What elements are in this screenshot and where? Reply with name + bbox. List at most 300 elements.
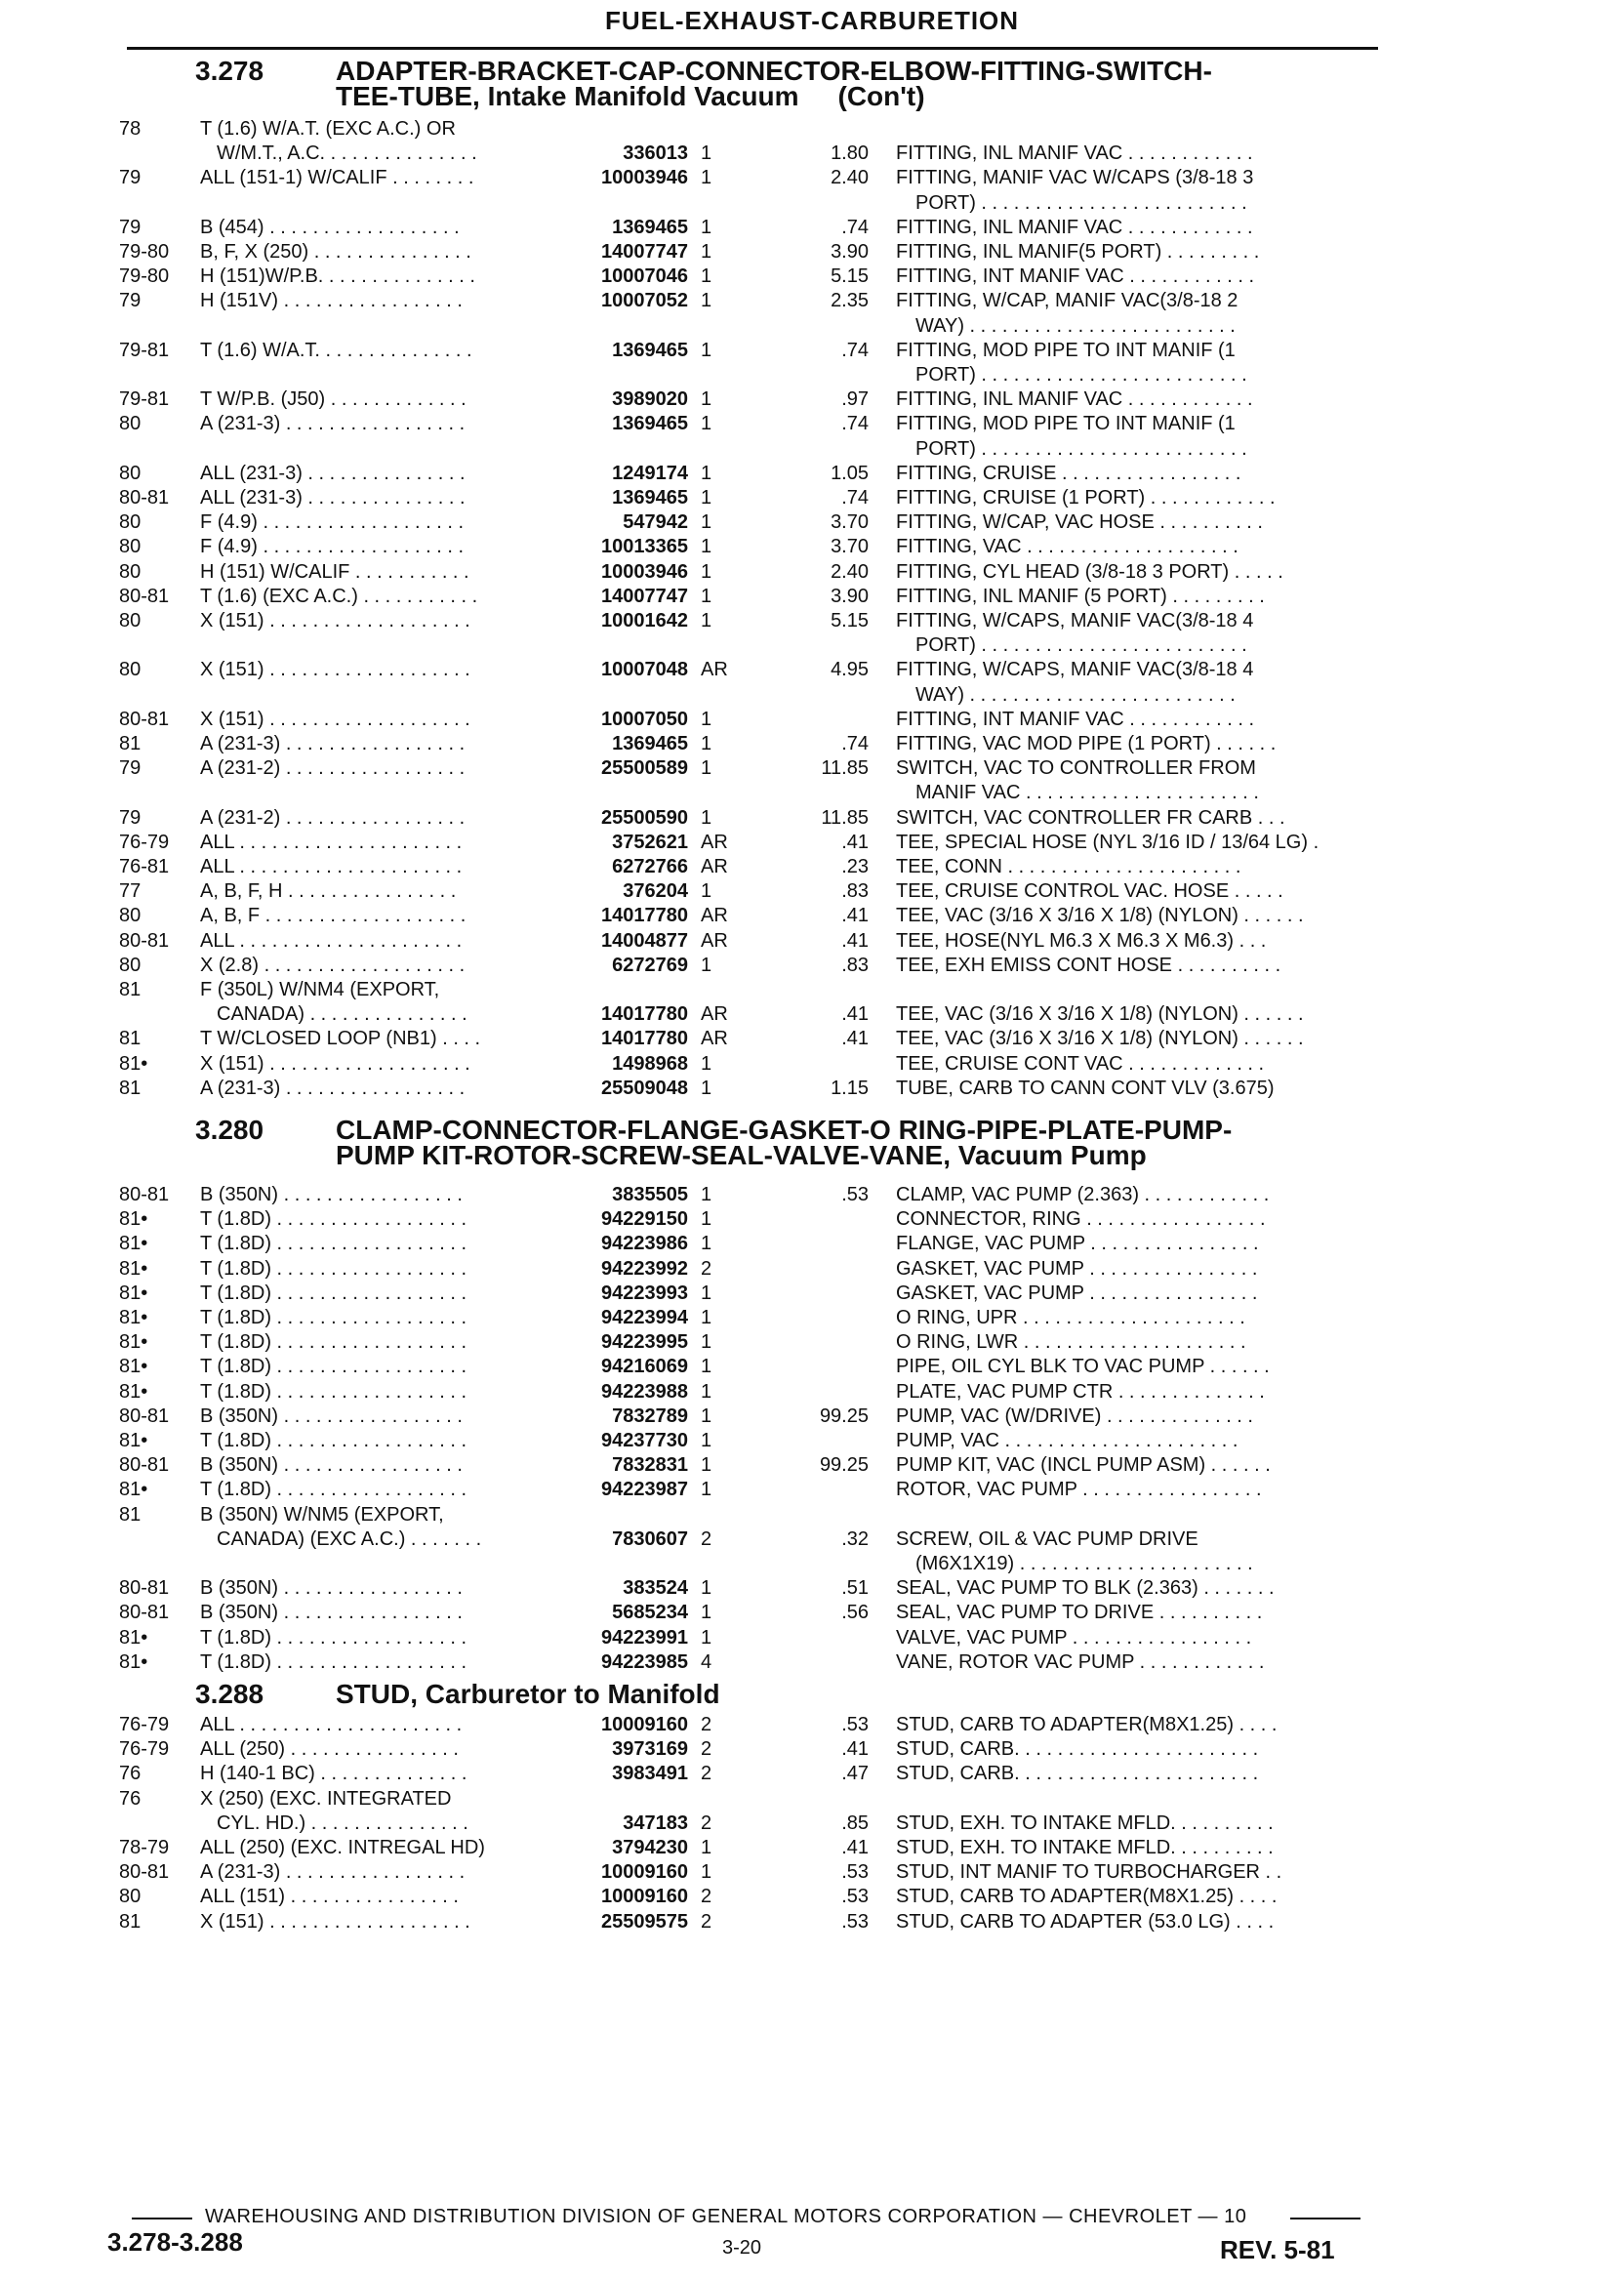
part-number: 94223988 [601,1380,688,1403]
description: TEE, SPECIAL HOSE (NYL 3/16 ID / 13/64 LG) . [896,831,1320,853]
quantity: 1 [701,511,712,534]
catalog-row-continued [0,1002,1624,1026]
price: .74 [841,487,869,509]
price: .41 [841,1003,869,1026]
part-number: 3835505 [612,1184,688,1205]
part-number: 10009160 [601,1886,688,1908]
quantity: 1 [701,1405,712,1427]
description: CLAMP, VAC PUMP (2.363) . . . . . . . . . . . . [896,1184,1270,1205]
quantity: 1 [701,1307,712,1328]
part-number: 5685234 [612,1602,688,1624]
catalog-row-continued [0,1527,1624,1551]
price: .23 [841,856,869,877]
part-number: 3794230 [612,1837,688,1858]
description: FITTING, INT MANIF VAC . . . . . . . . . . . . [896,708,1255,730]
model-year: 80 [119,610,142,631]
part-number: 10007050 [601,708,688,730]
description: STUD, EXH. TO INTAKE MFLD. . . . . . . . . . [896,1837,1274,1858]
catalog-row [0,1762,1624,1785]
price: .41 [841,1738,869,1761]
model-year: 81• [119,1307,148,1328]
description: TEE, CRUISE CONTROL VAC. HOSE . . . . . [896,880,1283,903]
description: STUD, CARB TO ADAPTER(M8X1.25) . . . . [896,1714,1278,1735]
part-number: 14017780 [601,905,688,927]
price: .85 [841,1812,869,1834]
quantity: 1 [701,880,712,903]
part-number: 25500589 [601,757,688,780]
part-number: 10003946 [601,560,688,583]
part-number: 1369465 [612,487,688,509]
model-year: 81• [119,1626,148,1649]
model-year: 81• [119,1331,148,1354]
quantity: 1 [701,1861,712,1884]
application: T (1.8D) . . . . . . . . . . . . . . . . . . [200,1380,467,1403]
quantity: 1 [701,1837,712,1858]
quantity: 2 [701,1886,712,1908]
part-number: 25509575 [601,1910,688,1933]
catalog-row [0,585,1624,608]
price: 1.80 [831,142,869,165]
quantity: AR [701,1003,728,1026]
description: STUD, EXH. TO INTAKE MFLD. . . . . . . . . . [896,1812,1274,1834]
description: TEE, VAC (3/16 X 3/16 X 1/8) (NYLON) . . . . . . [896,1028,1304,1050]
catalog-row [0,1306,1624,1329]
model-year: 81• [119,1650,148,1673]
application: X (250) (EXC. INTEGRATED [200,1787,452,1810]
quantity: 4 [701,1650,712,1673]
footer-section-range: 3.278-3.288 [107,2227,243,2257]
price: 99.25 [819,1405,869,1427]
part-number: 3983491 [612,1763,688,1785]
quantity: 1 [701,585,712,607]
price: 2.35 [831,290,869,312]
section-number: 3.288 [195,1679,264,1709]
section-number: 3.278 [195,56,264,86]
quantity: 1 [701,265,712,288]
description-continued [0,314,1624,338]
catalog-row [0,535,1624,558]
catalog-row [0,1478,1624,1501]
part-number: 94223993 [601,1282,688,1304]
quantity: 1 [701,1626,712,1649]
catalog-row [0,1787,1624,1811]
part-number: 94223986 [601,1233,688,1255]
model-year: 81• [119,1479,148,1501]
description: TEE, CRUISE CONT VAC . . . . . . . . . . . . . [896,1052,1265,1075]
model-year: 79 [119,216,142,238]
description: STUD, CARB TO ADAPTER (53.0 LG) . . . . [896,1910,1275,1933]
model-year: 78 [119,118,142,140]
price: .47 [841,1763,869,1785]
description-continued-text: PORT) . . . . . . . . . . . . . . . . . . . . . . . . . [915,634,1247,657]
model-year: 80 [119,511,142,534]
part-number: 10013365 [601,536,688,558]
catalog-row [0,732,1624,755]
model-year: 79 [119,806,142,829]
model-year: 81• [119,1052,148,1075]
catalog-row [0,265,1624,288]
section-title-keywords: TEE-TUBE, [336,81,488,111]
description: SEAL, VAC PUMP TO BLK (2.363) . . . . . . . [896,1577,1275,1600]
application-continued: CANADA) . . . . . . . . . . . . . . . [217,1003,467,1026]
model-year: 79-81 [119,388,170,411]
part-number: 7832789 [612,1405,688,1427]
description: FITTING, INL MANIF (5 PORT) . . . . . . . . . [896,585,1265,607]
catalog-row [0,486,1624,509]
quantity: 1 [701,216,712,238]
part-number: 94223985 [601,1650,688,1673]
quantity: 1 [701,806,712,829]
part-number: 1249174 [612,462,688,484]
model-year: 81 [119,1028,142,1050]
catalog-row [0,954,1624,977]
description: GASKET, VAC PUMP . . . . . . . . . . . . . . . . [896,1257,1258,1280]
description: FITTING, W/CAPS, MANIF VAC(3/8-18 4 [896,610,1254,631]
description: STUD, CARB TO ADAPTER(M8X1.25) . . . . [896,1886,1278,1908]
application: A (231-3) . . . . . . . . . . . . . . . . . [200,733,466,754]
price: 1.15 [831,1077,869,1099]
catalog-row [0,806,1624,830]
catalog-row [0,1737,1624,1761]
application: T (1.8D) . . . . . . . . . . . . . . . . . . [200,1307,467,1328]
quantity: 1 [701,560,712,583]
model-year: 80-81 [119,585,170,607]
section-title-continued [336,81,925,111]
description: O RING, UPR . . . . . . . . . . . . . . . . . . . . . [896,1307,1245,1328]
section-title-keywords: PUMP KIT-ROTOR-SCREW-SEAL-VALVE-VANE, [336,1140,958,1170]
description: SWITCH, VAC CONTROLLER FR CARB . . . [896,806,1285,829]
application: X (151) . . . . . . . . . . . . . . . . . . . [200,708,470,730]
description-continued [0,191,1624,215]
description-continued [0,363,1624,387]
footer-revision: REV. 5-81 [1220,2235,1335,2264]
application: T (1.8D) . . . . . . . . . . . . . . . . . . [200,1479,467,1501]
catalog-row [0,1330,1624,1354]
model-year: 80-81 [119,487,170,509]
price: 99.25 [819,1454,869,1477]
price: 3.90 [831,241,869,263]
part-number: 94223992 [601,1257,688,1280]
description: FLANGE, VAC PUMP . . . . . . . . . . . . . . . . [896,1233,1259,1255]
part-number: 14004877 [601,929,688,952]
quantity: 1 [701,413,712,435]
model-year: 81 [119,1077,142,1099]
description-continued [0,1552,1624,1575]
description: STUD, CARB. . . . . . . . . . . . . . . . . . . . . . . [896,1738,1259,1761]
application: F (350L) W/NM4 (EXPORT, [200,979,440,1000]
quantity: AR [701,659,728,681]
model-year: 80 [119,413,142,435]
application-continued: W/M.T., A.C. . . . . . . . . . . . . . . [217,142,477,165]
model-year: 79-80 [119,241,170,263]
part-number: 10001642 [601,610,688,631]
catalog-row [0,1405,1624,1428]
description: TEE, VAC (3/16 X 3/16 X 1/8) (NYLON) . . . . . . [896,905,1304,927]
application: A, B, F, H . . . . . . . . . . . . . . . . [200,880,457,903]
quantity: 1 [701,708,712,730]
price: .83 [841,880,869,903]
application: A, B, F . . . . . . . . . . . . . . . . . . . [200,905,467,927]
price: .74 [841,733,869,754]
price: .74 [841,216,869,238]
description: FITTING, MOD PIPE TO INT MANIF (1 [896,339,1236,361]
quantity: 1 [701,1233,712,1255]
part-number: 1369465 [612,733,688,754]
model-year: 76 [119,1787,142,1810]
header-rule [127,47,1378,50]
application: T W/CLOSED LOOP (NB1) . . . . [200,1028,481,1050]
price: 1.05 [831,462,869,484]
application-continued: CYL. HD.) . . . . . . . . . . . . . . . [217,1812,468,1834]
catalog-row [0,387,1624,411]
catalog-row [0,1503,1624,1527]
model-year: 80 [119,905,142,927]
price: .74 [841,413,869,435]
model-year: 80 [119,1886,142,1908]
section-title-subject: Vacuum Pump [957,1140,1147,1170]
model-year: 79-81 [119,339,170,361]
catalog-row [0,560,1624,584]
application: T (1.8D) . . . . . . . . . . . . . . . . . . [200,1626,467,1649]
model-year: 76-79 [119,1714,170,1735]
description: FITTING, CRUISE (1 PORT) . . . . . . . . . . . . [896,487,1276,509]
part-number: 383524 [623,1577,688,1600]
application: B (350N) . . . . . . . . . . . . . . . . . [200,1454,463,1477]
application: A (231-3) . . . . . . . . . . . . . . . . . [200,1861,466,1884]
application: T (1.8D) . . . . . . . . . . . . . . . . . . [200,1208,467,1231]
application: H (151)W/P.B. . . . . . . . . . . . . . . [200,265,475,288]
application: ALL (231-3) . . . . . . . . . . . . . . . [200,487,466,509]
catalog-row [0,1429,1624,1452]
part-number: 3752621 [612,831,688,853]
description: FITTING, INT MANIF VAC . . . . . . . . . . . . [896,265,1255,288]
part-number: 94229150 [601,1208,688,1231]
part-number: 94223995 [601,1331,688,1354]
application: T (1.8D) . . . . . . . . . . . . . . . . . . [200,1282,467,1304]
description: PLATE, VAC PUMP CTR . . . . . . . . . . . . . . [896,1380,1265,1403]
catalog-row [0,1650,1624,1674]
description: SEAL, VAC PUMP TO DRIVE . . . . . . . . . . [896,1602,1263,1624]
catalog-row [0,240,1624,264]
catalog-row [0,1232,1624,1255]
part-number: 14017780 [601,1028,688,1050]
price: .97 [841,388,869,411]
quantity: 2 [701,1910,712,1933]
description: FITTING, CRUISE . . . . . . . . . . . . . . . . . [896,462,1241,484]
model-year: 80-81 [119,929,170,952]
application: T (1.8D) . . . . . . . . . . . . . . . . . . [200,1331,467,1354]
model-year: 80-81 [119,1184,170,1205]
model-year: 80 [119,954,142,976]
model-year: 80 [119,659,142,681]
description: TUBE, CARB TO CANN CONT VLV (3.675) [896,1077,1275,1099]
catalog-row-continued [0,1812,1624,1835]
price: 5.15 [831,265,869,288]
application: B (350N) W/NM5 (EXPORT, [200,1503,444,1526]
part-number: 10007048 [601,659,688,681]
description: PUMP, VAC (W/DRIVE) . . . . . . . . . . . . . . [896,1405,1253,1427]
application: T (1.8D) . . . . . . . . . . . . . . . . . . [200,1650,467,1673]
section-title-continued [336,1140,1147,1170]
section-title: CLAMP-CONNECTOR-FLANGE-GASKET-O RING-PIPE-PLATE-PUMP- [336,1115,1233,1145]
catalog-row [0,609,1624,632]
model-year: 80-81 [119,1577,170,1600]
section-title-subject: Intake Manifold Vacuum [487,81,799,111]
part-number: 14017780 [601,1003,688,1026]
model-year: 81 [119,733,142,754]
catalog-row [0,1576,1624,1600]
application: T (1.8D) . . . . . . . . . . . . . . . . . . [200,1430,467,1451]
application: ALL (231-3) . . . . . . . . . . . . . . . [200,462,466,484]
description-continued [0,683,1624,707]
catalog-row [0,412,1624,435]
catalog-row [0,831,1624,854]
part-number: 10003946 [601,167,688,189]
price: .41 [841,929,869,952]
price: .41 [841,831,869,853]
application: ALL . . . . . . . . . . . . . . . . . . . . . [200,856,463,877]
quantity: 1 [701,1602,712,1624]
application: T (1.6) W/A.T. . . . . . . . . . . . . . . [200,339,472,361]
price: 4.95 [831,659,869,681]
application: ALL (250) (EXC. INTREGAL HD) [200,1837,485,1858]
application: ALL (151-1) W/CALIF . . . . . . . . [200,167,474,189]
footer-page-number: 3-20 [722,2237,762,2259]
quantity: 1 [701,1577,712,1600]
price: .74 [841,339,869,361]
application: T (1.6) (EXC A.C.) . . . . . . . . . . . [200,585,478,607]
catalog-row [0,1626,1624,1649]
part-number: 347183 [623,1812,688,1834]
part-number: 7830607 [612,1527,688,1550]
application: ALL (250) . . . . . . . . . . . . . . . . [200,1738,459,1761]
part-number: 94237730 [601,1430,688,1451]
description: FITTING, INL MANIF VAC . . . . . . . . . . . . [896,388,1253,411]
quantity: 2 [701,1812,712,1834]
application: B (350N) . . . . . . . . . . . . . . . . . [200,1405,463,1427]
description: CONNECTOR, RING . . . . . . . . . . . . . . . . . [896,1208,1266,1231]
model-year: 77 [119,880,142,903]
price: .51 [841,1577,869,1600]
quantity: 1 [701,1380,712,1403]
application: T W/P.B. (J50) . . . . . . . . . . . . . [200,388,467,411]
price: 3.70 [831,511,869,534]
quantity: 2 [701,1714,712,1735]
part-number: 14007747 [601,585,688,607]
description-continued [0,437,1624,461]
catalog-row [0,117,1624,141]
price: .53 [841,1886,869,1908]
model-year: 81• [119,1208,148,1231]
description: FITTING, CYL HEAD (3/8-18 3 PORT) . . . . . [896,560,1283,583]
description-continued-text: PORT) . . . . . . . . . . . . . . . . . . . . . . . . . [915,191,1247,214]
description: PIPE, OIL CYL BLK TO VAC PUMP . . . . . . [896,1356,1270,1378]
price: .83 [841,954,869,976]
part-number: 3989020 [612,388,688,411]
price: .53 [841,1910,869,1933]
price: 2.40 [831,167,869,189]
catalog-row [0,1713,1624,1736]
model-year: 79 [119,757,142,780]
application: X (151) . . . . . . . . . . . . . . . . . . . [200,610,470,631]
application: H (151) W/CALIF . . . . . . . . . . . [200,560,469,583]
price: .32 [841,1527,869,1550]
model-year: 81• [119,1282,148,1304]
quantity: AR [701,1028,728,1050]
part-number: 14007747 [601,241,688,263]
description: TEE, VAC (3/16 X 3/16 X 1/8) (NYLON) . . . . . . [896,1003,1304,1026]
page-header: FUEL-EXHAUST-CARBURETION [604,6,1020,35]
catalog-row-continued [0,142,1624,165]
catalog-row [0,658,1624,681]
price: .53 [841,1714,869,1735]
part-number: 10009160 [601,1861,688,1884]
part-number: 1369465 [612,413,688,435]
model-year: 81 [119,1503,142,1526]
model-year: 76-81 [119,856,170,877]
application: A (231-3) . . . . . . . . . . . . . . . . . [200,1077,466,1099]
price: .56 [841,1602,869,1624]
quantity: 1 [701,1282,712,1304]
catalog-row [0,1207,1624,1231]
description: FITTING, VAC MOD PIPE (1 PORT) . . . . . . [896,733,1277,754]
catalog-row [0,1836,1624,1859]
application: F (4.9) . . . . . . . . . . . . . . . . . . . [200,536,465,558]
application: A (231-2) . . . . . . . . . . . . . . . . . [200,757,466,780]
quantity: 1 [701,954,712,976]
quantity: 1 [701,1430,712,1451]
quantity: 1 [701,1356,712,1378]
catalog-row [0,1910,1624,1934]
description-continued [0,633,1624,657]
catalog-row [0,929,1624,953]
description: FITTING, W/CAPS, MANIF VAC(3/8-18 4 [896,659,1254,681]
quantity: 1 [701,1479,712,1501]
part-number: 10009160 [601,1714,688,1735]
quantity: 1 [701,388,712,411]
catalog-row [0,216,1624,239]
description: O RING, LWR . . . . . . . . . . . . . . . . . . . . . [896,1331,1246,1354]
description: VANE, ROTOR VAC PUMP . . . . . . . . . . . . [896,1650,1265,1673]
model-year: 81• [119,1257,148,1280]
application: ALL . . . . . . . . . . . . . . . . . . . . . [200,831,463,853]
model-year: 79-80 [119,265,170,288]
description: FITTING, MANIF VAC W/CAPS (3/8-18 3 [896,167,1254,189]
application: X (151) . . . . . . . . . . . . . . . . . . . [200,659,470,681]
price: .41 [841,905,869,927]
model-year: 81• [119,1430,148,1451]
model-year: 81• [119,1233,148,1255]
application: X (2.8) . . . . . . . . . . . . . . . . . . . [200,954,466,976]
footer-text: WAREHOUSING AND DISTRIBUTION DIVISION OF GENERAL MOTORS CORPORATION — CHEVROLET — 10 [205,2206,1247,2227]
description: FITTING, INL MANIF(5 PORT) . . . . . . . . . [896,241,1260,263]
footer-rule-right [1290,2218,1360,2219]
description: PUMP, VAC . . . . . . . . . . . . . . . . . . . . . . [896,1430,1238,1451]
part-number: 376204 [623,880,688,903]
section-number: 3.280 [195,1115,264,1145]
description: STUD, CARB. . . . . . . . . . . . . . . . . . . . . . . [896,1763,1259,1785]
price: 11.85 [821,757,869,780]
part-number: 94223991 [601,1626,688,1649]
part-number: 25509048 [601,1077,688,1099]
model-year: 76 [119,1763,142,1785]
application: A (231-2) . . . . . . . . . . . . . . . . . [200,806,466,829]
model-year: 80-81 [119,1861,170,1884]
part-number: 336013 [623,142,688,165]
description: ROTOR, VAC PUMP . . . . . . . . . . . . . . . . . [896,1479,1262,1501]
part-number: 6272769 [612,954,688,976]
quantity: 1 [701,536,712,558]
